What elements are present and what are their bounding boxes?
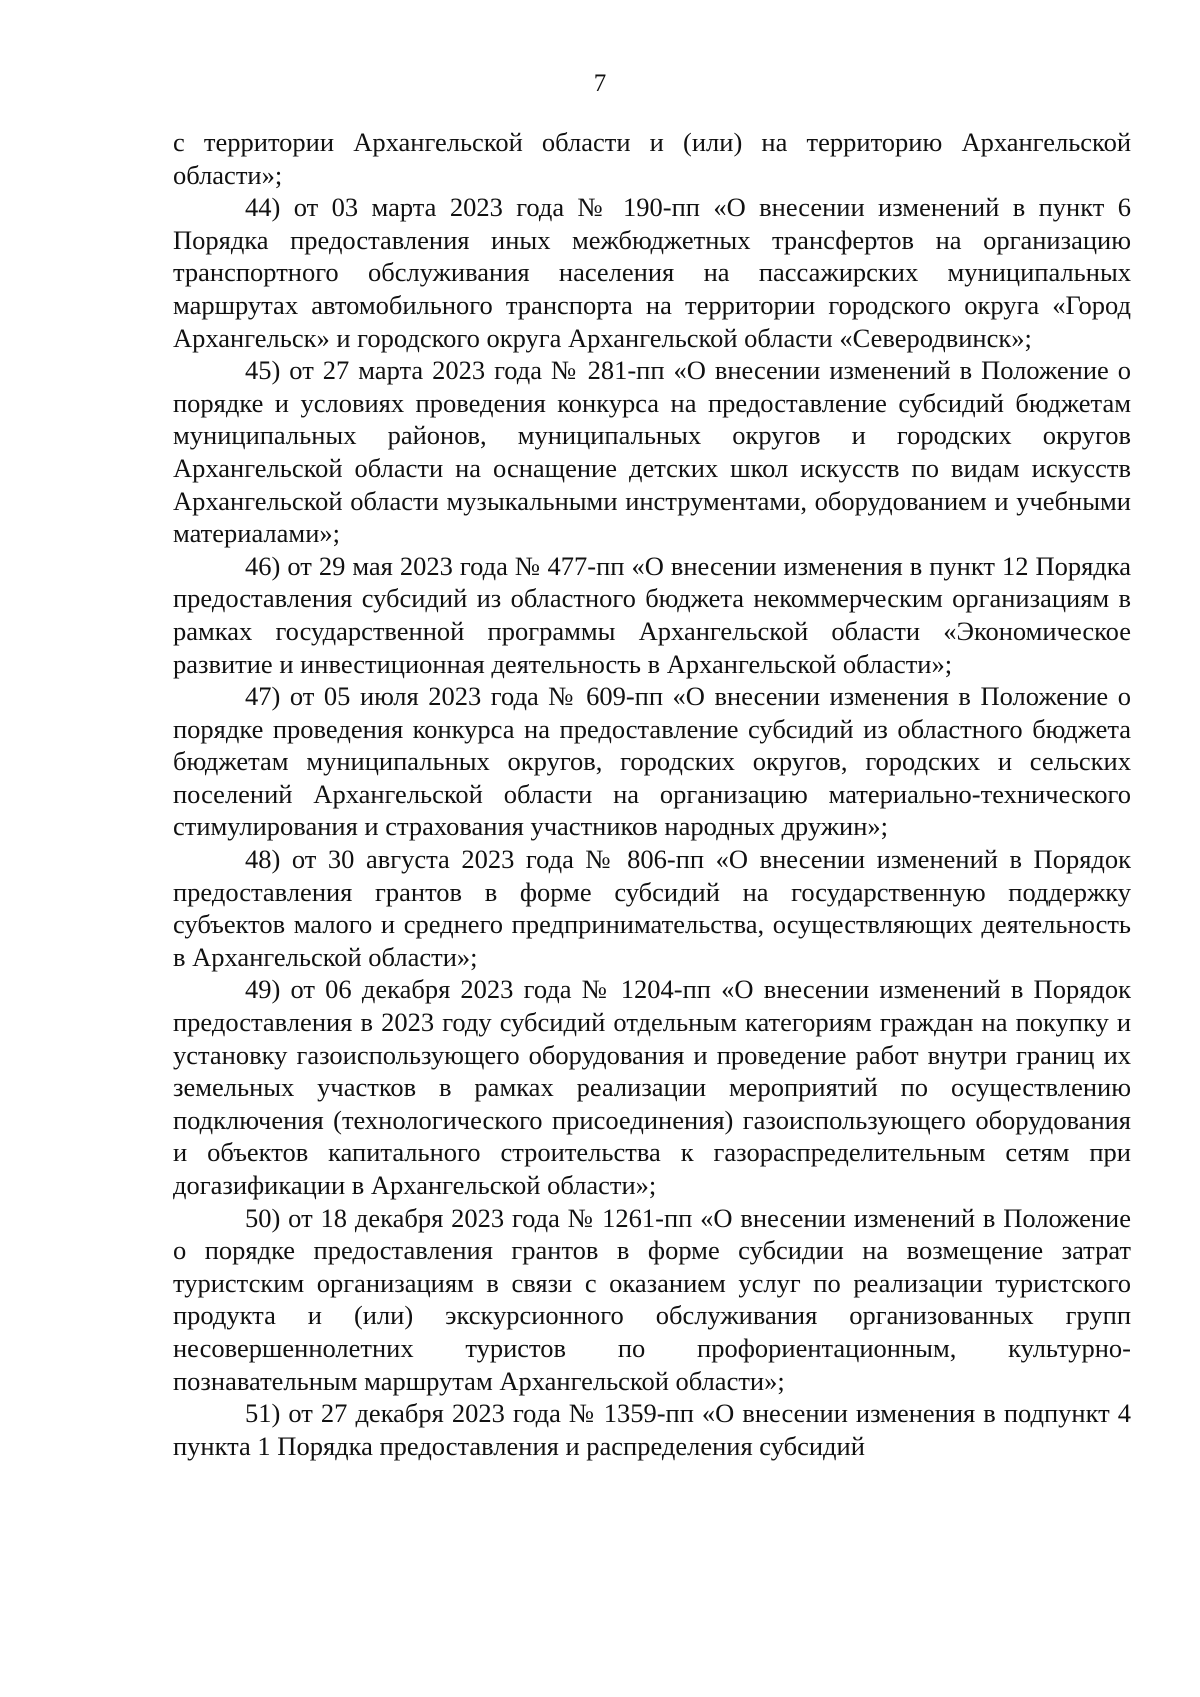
document-body xyxy=(173,126,1131,1462)
list-item-51: 51) от 27 декабря 2023 года № 1359-пп «О внесении изменения в подпункт 4 пункта 1 Порядка предоставления и распределения субсидий xyxy=(173,1398,1131,1461)
list-item-49: 49) от 06 декабря 2023 года № 1204-пп «О внесении изменений в Порядок предоставления в 2023 году субсидий отдельным категориям граждан на покупку и установку газоиспользующего оборудования и проведение работ внутри границ их земельных участков в рамках реализации мероприятий по осуществлению подключения (технологического присоединения) газоиспользующего оборудования и объектов капитального строительства к газораспределительным сетям при догазификации в Архангельской области»; xyxy=(173,974,1131,1200)
list-item-50: 50) от 18 декабря 2023 года № 1261-пп «О внесении изменений в Положение о порядке предоставления грантов в форме субсидии на возмещение затрат туристским организациям в связи с оказанием услуг по реализации туристского продукта и (или) экскурсионного обслуживания организованных групп несовершеннолетних туристов по профориентационным, культурно-познавательным маршрутам Архангельской области»; xyxy=(173,1202,1131,1396)
list-item-44: 44) от 03 марта 2023 года № 190-пп «О внесении изменений в пункт 6 Порядка предоставления иных межбюджетных трансфертов на организацию транспортного обслуживания населения на пассажирских муниципальных маршрутах автомобильного транспорта на территории городского округа «Город Архангельск» и городского округа Архангельской области «Северодвинск»; xyxy=(173,192,1131,353)
list-item-47: 47) от 05 июля 2023 года № 609-пп «О внесении изменения в Положение о порядке проведения конкурса на предоставление субсидий из областного бюджета бюджетам муниципальных округов, городских округов, городских и сельских поселений Архангельской области на организацию материально-технического стимулирования и страхования участников народных дружин»; xyxy=(173,681,1131,842)
list-item-45: 45) от 27 марта 2023 года № 281-пп «О внесении изменений в Положение о порядке и условиях проведения конкурса на предоставление субсидий бюджетам муниципальных районов, муниципальных округов и городских округов Архангельской области на оснащение детских школ искусств по видам искусств Архангельской области музыкальными инструментами, оборудованием и учебными материалами»; xyxy=(173,355,1131,549)
list-item-48: 48) от 30 августа 2023 года № 806-пп «О внесении изменений в Порядок предоставления грантов в форме субсидий на государственную поддержку субъектов малого и среднего предпринимательства, осуществляющих деятельность в Архангельской области»; xyxy=(173,844,1131,972)
paragraph-continuation: с территории Архангельской области и (или) на территорию Архангельской области»; xyxy=(173,127,1131,190)
list-item-46: 46) от 29 мая 2023 года № 477-пп «О внесении изменения в пункт 12 Порядка предоставления субсидий из областного бюджета некоммерческим организациям в рамках государственной программы Архангельской области «Экономическое развитие и инвестиционная деятельность в Архангельской области»; xyxy=(173,550,1131,679)
page-number: 7 xyxy=(593,70,607,97)
